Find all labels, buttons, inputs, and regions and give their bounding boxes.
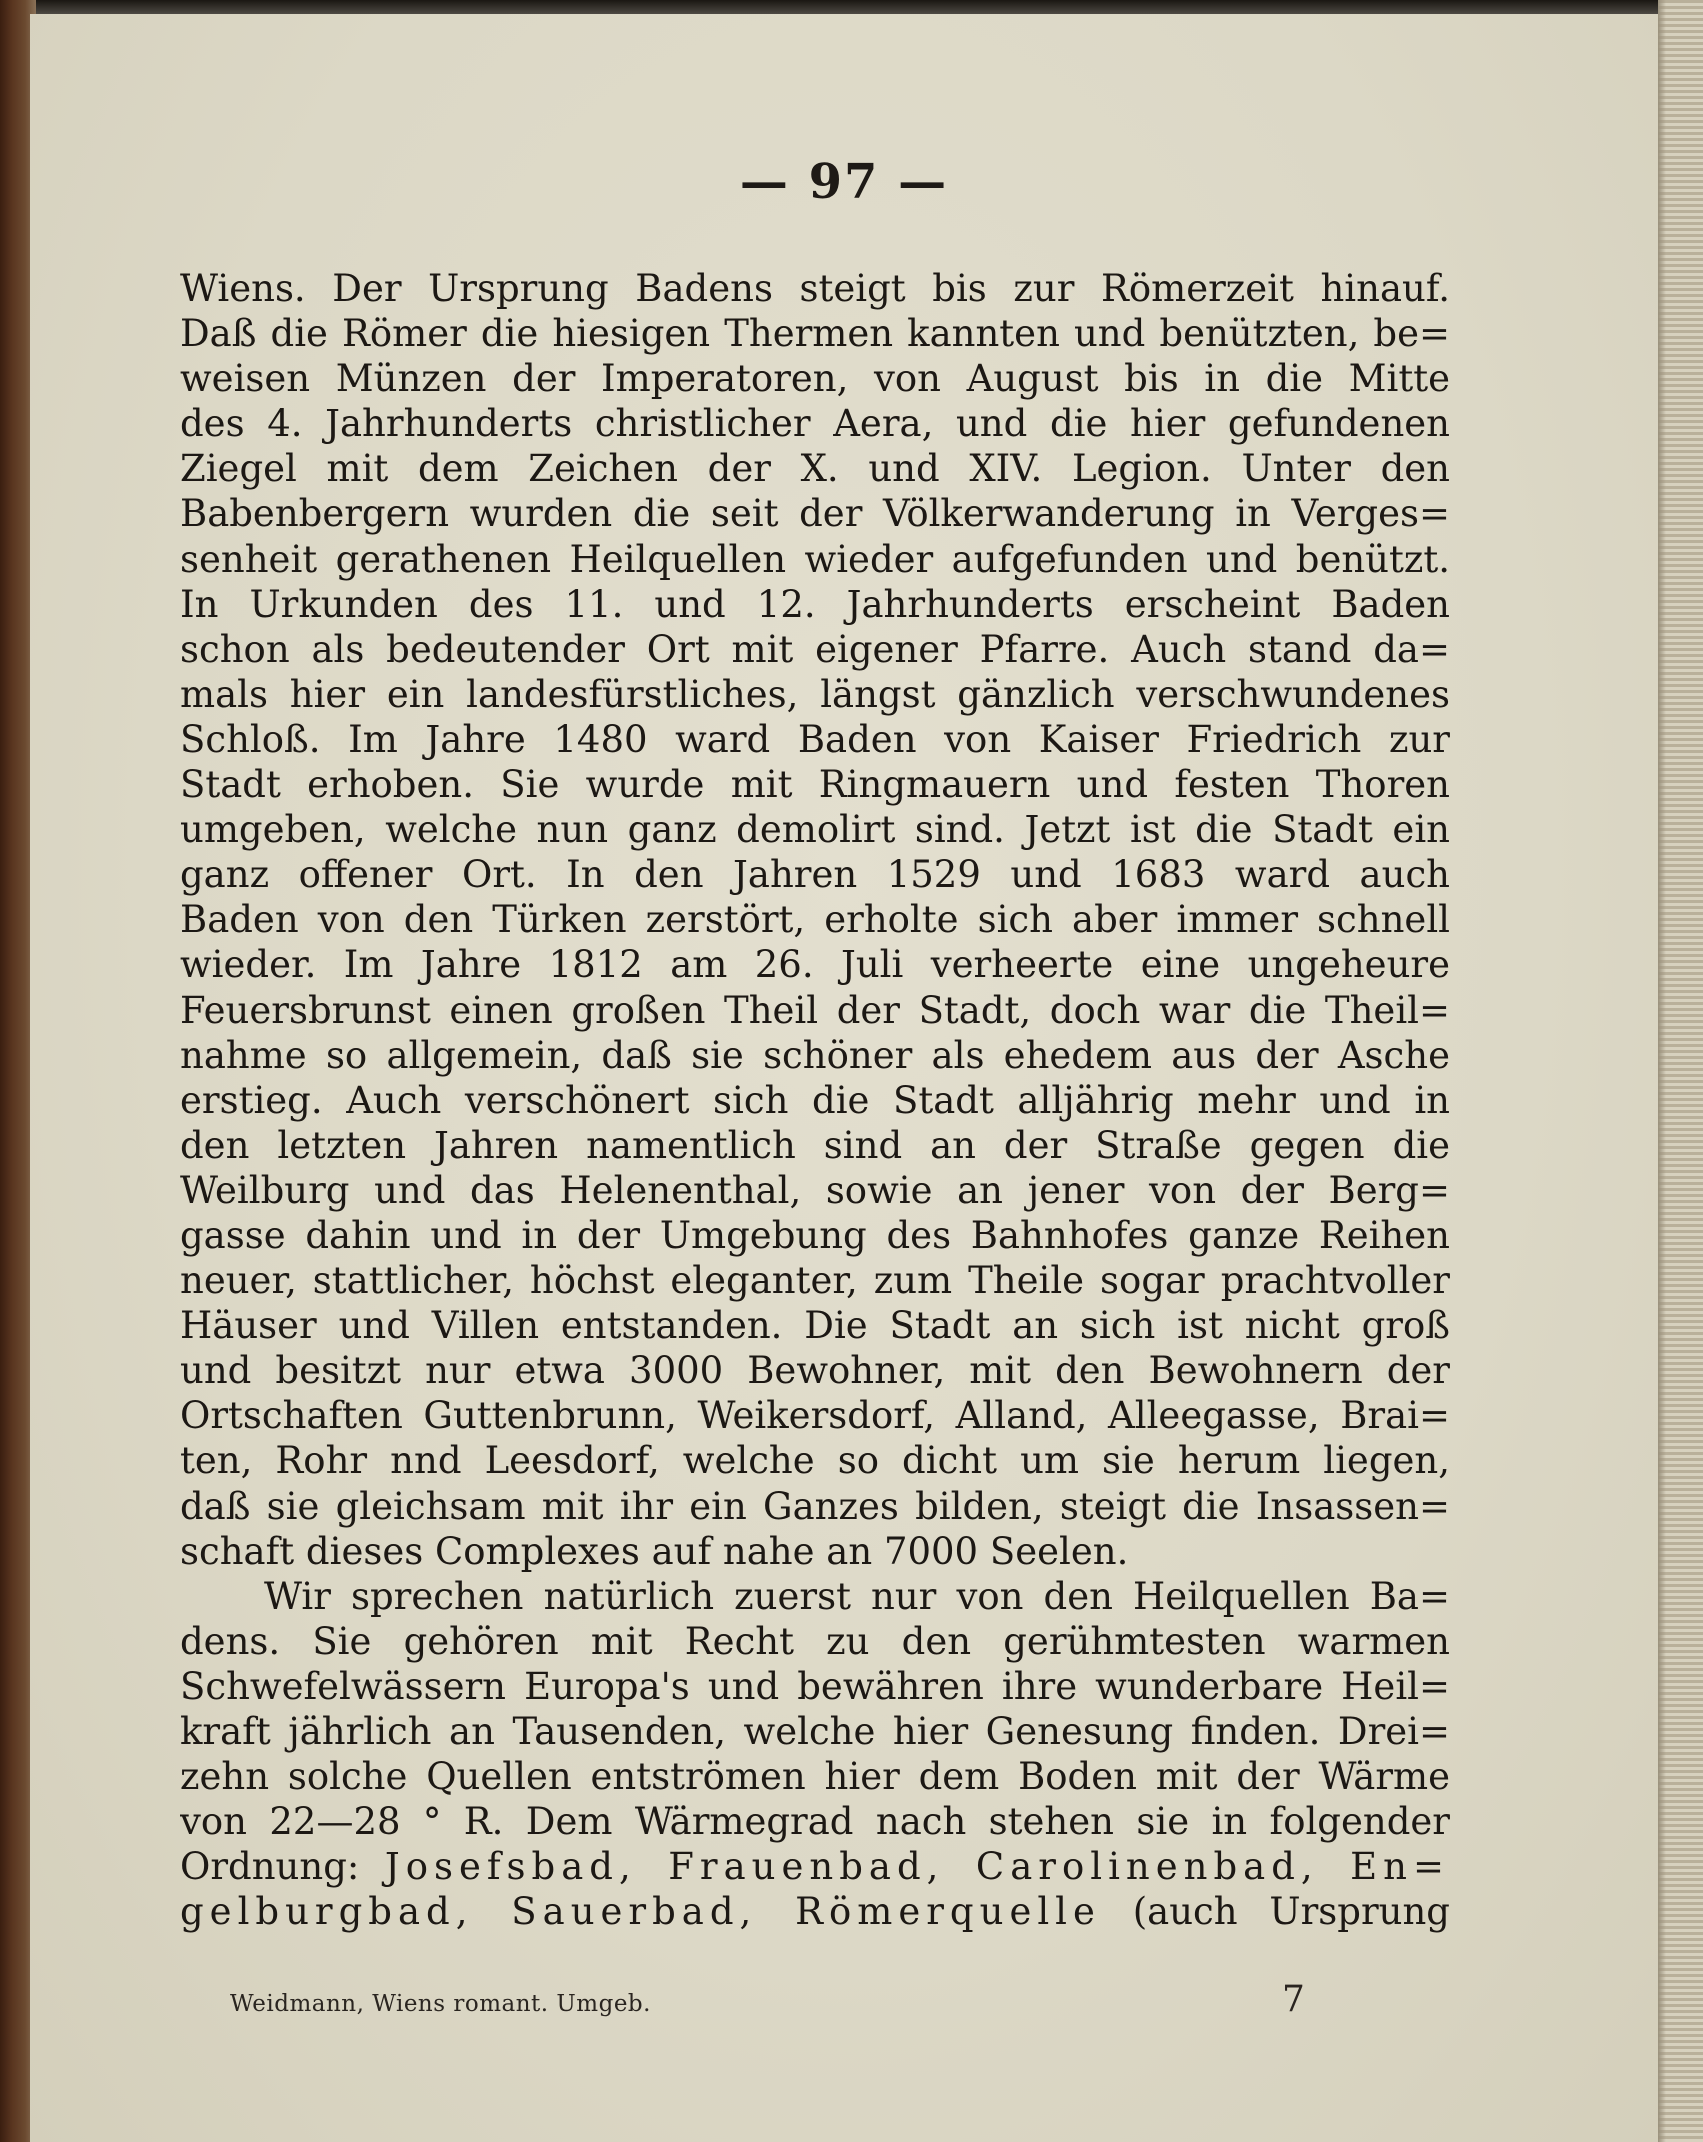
text-line: und besitzt nur etwa 3000 Bewohner, mit den Bewohnern der	[180, 1349, 1450, 1393]
spring-names-spaced: Josefsbad, Frauenbad, Carolinenbad, En=	[384, 1845, 1450, 1889]
text-line: Wiens. Der Ursprung Badens steigt bis zur Römerzeit hinauf.	[180, 267, 1450, 310]
text-line: mals hier ein landesfürstliches, längst gänzlich verschwundenes	[180, 672, 1450, 716]
paragraph-1	[180, 266, 1450, 1574]
text-line: erstieg. Auch verschönert sich die Stadt alljährig mehr und in	[180, 1078, 1450, 1122]
text-line: schaft dieses Complexes auf nahe an 7000 Seelen.	[180, 1529, 1129, 1573]
text-line: des 4. Jahrhunderts christlicher Aera, und die hier gefundenen	[180, 402, 1450, 446]
text-line: Wir sprechen natürlich zuerst nur von den Heilquellen Ba=	[264, 1574, 1450, 1618]
paragraph-2	[180, 1574, 1450, 1935]
text-line: Schloß. Im Jahre 1480 ward Baden von Kaiser Friedrich zur	[180, 717, 1450, 761]
page-number: — 97 —	[739, 154, 949, 210]
text-line: weisen Münzen der Imperatoren, von August bis in die Mitte	[180, 357, 1450, 401]
sheet-signature-number: 7	[1282, 1979, 1305, 2020]
text-line: Schwefelwässern Europa's und bewähren ihre wunderbare Heil=	[180, 1664, 1450, 1708]
text-line: In Urkunden des 11. und 12. Jahrhunderts erscheint Baden	[180, 582, 1450, 626]
text-line: neuer, stattlicher, höchst eleganter, zum Theile sogar prachtvoller	[180, 1259, 1450, 1303]
text-line: senheit gerathenen Heilquellen wieder aufgefunden und benützt.	[180, 537, 1450, 581]
text-line: Baden von den Türken zerstört, erholte sich aber immer schnell	[180, 898, 1450, 942]
text-line: kraft jährlich an Tausenden, welche hier Genesung finden. Drei=	[180, 1710, 1450, 1753]
text-line: Weilburg und das Helenenthal, sowie an jener von der Berg=	[180, 1168, 1450, 1212]
text-line: dens. Sie gehören mit Recht zu den gerühmtesten warmen	[180, 1619, 1450, 1663]
text-line: Ziegel mit dem Zeichen der X. und XIV. Legion. Unter den	[180, 447, 1450, 491]
text-line: Häuser und Villen entstanden. Die Stadt an sich ist nicht groß	[180, 1304, 1450, 1348]
text-line: Stadt erhoben. Sie wurde mit Ringmauern und festen Thoren	[180, 763, 1450, 807]
page-stack-edge	[1658, 0, 1703, 2142]
spring-names-spaced: gelburgbad, Sauerbad, Römerquelle	[180, 1890, 1101, 1934]
text-line: Daß die Römer die hiesigen Thermen kannten und benützten, be=	[180, 312, 1450, 356]
text-line: Babenbergern wurden die seit der Völkerwanderung in Verges=	[180, 492, 1450, 536]
text-line: wieder. Im Jahre 1812 am 26. Juli verheerte eine ungeheure	[180, 943, 1450, 987]
text-line: Ortschaften Guttenbrunn, Weikersdorf, Alland, Alleegasse, Brai=	[180, 1394, 1450, 1438]
text-line: daß sie gleichsam mit ihr ein Ganzes bilden, steigt die Insassen=	[180, 1484, 1450, 1528]
page-footer	[180, 1979, 1450, 2026]
text-span: (auch Ursprung	[1100, 1890, 1450, 1934]
text-line: ganz offener Ort. In den Jahren 1529 und 1683 ward auch	[180, 853, 1450, 897]
page-text	[180, 266, 1450, 1934]
text-line: den letzten Jahren namentlich sind an der Straße gegen die	[180, 1123, 1450, 1167]
text-line: von 22—28 ° R. Dem Wärmegrad nach stehen sie in folgender	[180, 1800, 1450, 1844]
printer-signature: Weidmann, Wiens romant. Umgeb.	[230, 1991, 651, 2017]
text-span: Ordnung:	[180, 1845, 385, 1889]
text-line: zehn solche Quellen entströmen hier dem Boden mit der Wärme	[180, 1755, 1450, 1799]
text-line: schon als bedeutender Ort mit eigener Pfarre. Auch stand da=	[180, 627, 1450, 671]
book-page	[30, 14, 1658, 2142]
text-line: nahme so allgemein, daß sie schöner als ehedem aus der Asche	[180, 1033, 1450, 1077]
text-line: umgeben, welche nun ganz demolirt sind. Jetzt ist die Stadt ein	[180, 808, 1450, 852]
text-line: Feuersbrunst einen großen Theil der Stadt, doch war die Theil=	[180, 988, 1450, 1032]
text-line	[180, 1889, 1450, 1934]
text-line: gasse dahin und in der Umgebung des Bahnhofes ganze Reihen	[180, 1213, 1450, 1257]
text-line	[180, 1844, 1450, 1889]
text-line: ten, Rohr nnd Leesdorf, welche so dicht um sie herum liegen,	[180, 1439, 1450, 1483]
